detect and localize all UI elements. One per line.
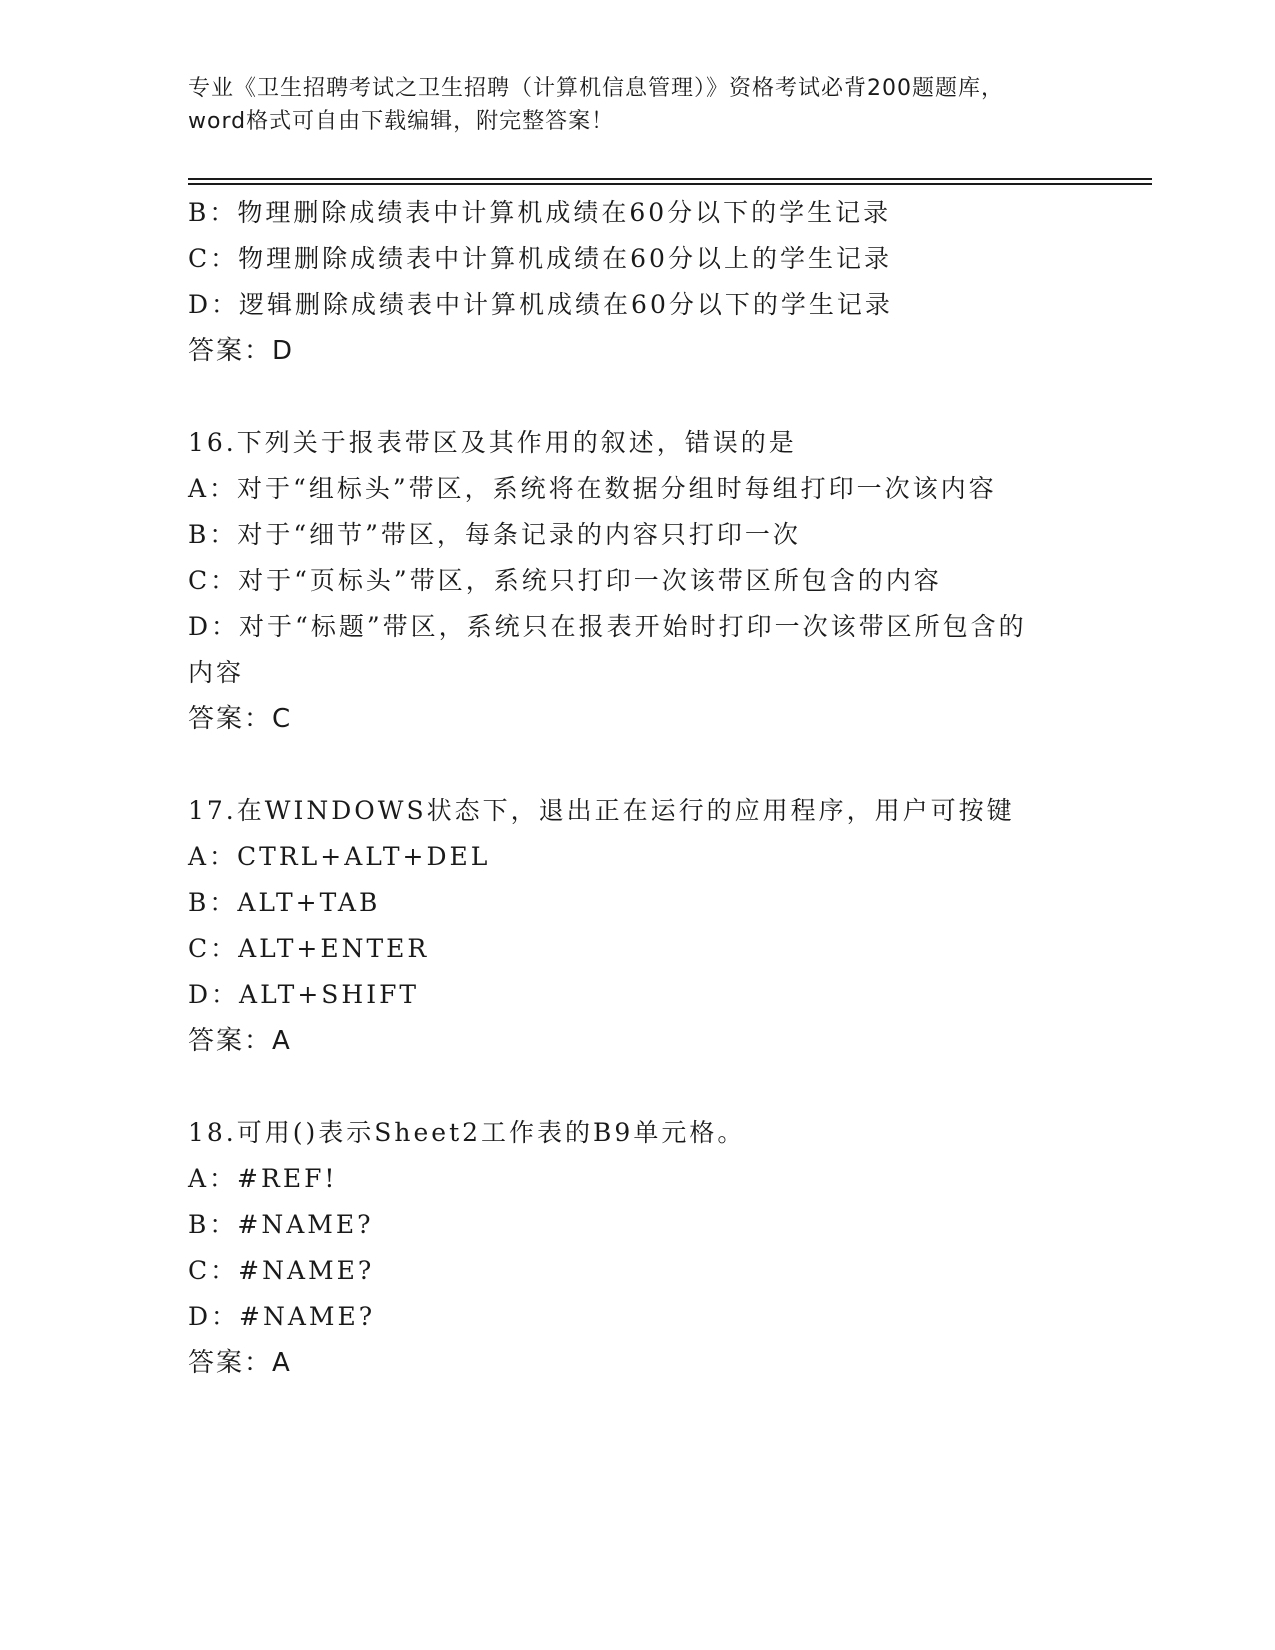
option-a: A：对于“组标头”带区，系统将在数据分组时每组打印一次该内容 xyxy=(188,474,997,503)
option-a: A：CTRL+ALT+DEL xyxy=(188,842,491,871)
option-c: C：对于“页标头”带区，系统只打印一次该带区所包含的内容 xyxy=(188,566,942,595)
answer-label: 答案：C xyxy=(188,704,293,734)
option-d: D：逻辑删除成绩表中计算机成绩在60分以下的学生记录 xyxy=(188,290,893,319)
header-line-1: 专业《卫生招聘考试之卫生招聘（计算机信息管理）》资格考试必背200题题库， xyxy=(188,76,1004,101)
document-header xyxy=(188,72,1088,138)
question-text: 17.在WINDOWS状态下，退出正在运行的应用程序，用户可按键 xyxy=(188,796,1015,825)
document-body xyxy=(188,190,1088,1386)
option-a: A：#REF! xyxy=(188,1164,338,1193)
question-text: 18.可用()表示Sheet2工作表的B9单元格。 xyxy=(188,1118,746,1147)
question-block-15 xyxy=(188,190,1088,374)
option-c: C：#NAME? xyxy=(188,1256,375,1285)
option-b: B：ALT+TAB xyxy=(188,888,381,917)
header-line-2: word格式可自由下载编辑，附完整答案！ xyxy=(188,109,615,134)
option-d-continuation: 内容 xyxy=(188,658,245,687)
question-block-17 xyxy=(188,788,1088,1064)
option-d: D：ALT+SHIFT xyxy=(188,980,420,1009)
option-b: B：对于“细节”带区，每条记录的内容只打印一次 xyxy=(188,520,801,549)
question-text: 16.下列关于报表带区及其作用的叙述，错误的是 xyxy=(188,428,797,457)
option-b: B：物理删除成绩表中计算机成绩在60分以下的学生记录 xyxy=(188,198,892,227)
question-block-16 xyxy=(188,420,1088,742)
question-block-18 xyxy=(188,1110,1088,1386)
answer-label: 答案：D xyxy=(188,336,295,366)
spacer xyxy=(188,374,1088,420)
option-c: C：物理删除成绩表中计算机成绩在60分以上的学生记录 xyxy=(188,244,892,273)
spacer xyxy=(188,1064,1088,1110)
answer-label: 答案：A xyxy=(188,1026,292,1056)
spacer xyxy=(188,742,1088,788)
header-rule-top xyxy=(188,178,1152,180)
answer-label: 答案：A xyxy=(188,1348,292,1378)
option-d: D：#NAME? xyxy=(188,1302,376,1331)
header-rule-bottom xyxy=(188,183,1152,185)
option-c: C：ALT+ENTER xyxy=(188,934,430,963)
option-b: B：#NAME? xyxy=(188,1210,374,1239)
option-d: D：对于“标题”带区，系统只在报表开始时打印一次该带区所包含的 xyxy=(188,612,1027,641)
